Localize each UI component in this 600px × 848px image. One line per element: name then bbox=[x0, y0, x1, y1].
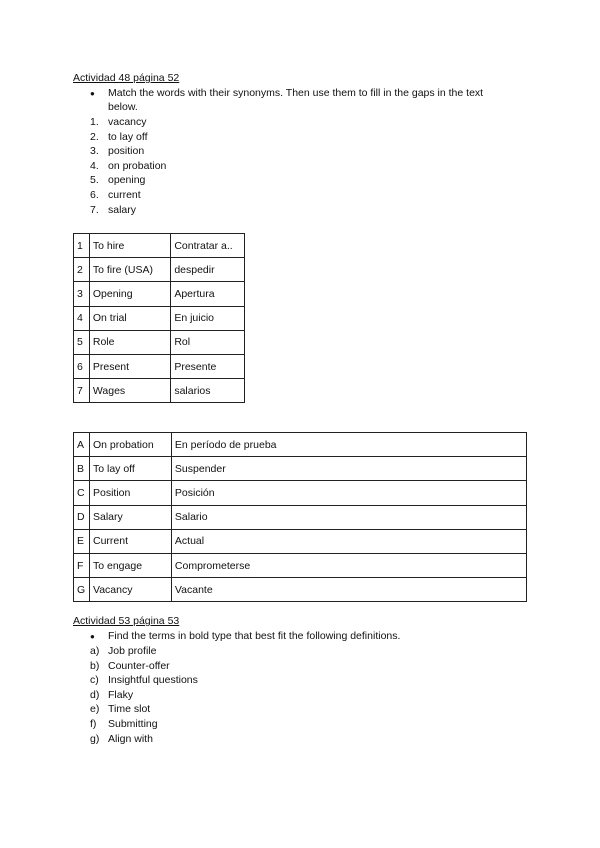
list-item: a) Job profile bbox=[90, 645, 157, 657]
list-item: 6. current bbox=[90, 189, 141, 201]
table-row: B To lay off Suspender bbox=[74, 457, 527, 481]
list-item: 2. to lay off bbox=[90, 131, 148, 143]
activity-48-heading: Actividad 48 página 52 bbox=[73, 72, 180, 84]
table-row: 7 Wages salarios bbox=[74, 379, 245, 403]
synonyms-table-1 bbox=[73, 233, 245, 403]
table-row: A On probation En período de prueba bbox=[74, 433, 527, 457]
table-row: F To engage Comprometerse bbox=[74, 553, 527, 577]
list-item: 5. opening bbox=[90, 174, 146, 186]
table-row: 6 Present Presente bbox=[74, 354, 245, 378]
table-row: 2 To fire (USA) despedir bbox=[74, 258, 245, 282]
table-row: 3 Opening Apertura bbox=[74, 282, 245, 306]
activity-53-instruction bbox=[90, 630, 530, 644]
list-item: c) Insightful questions bbox=[90, 674, 198, 686]
bullet-icon: ● bbox=[90, 632, 95, 641]
table-row: E Current Actual bbox=[74, 529, 527, 553]
list-item: 7. salary bbox=[90, 204, 137, 216]
activity-53-heading: Actividad 53 página 53 bbox=[73, 615, 180, 627]
list-item: e) Time slot bbox=[90, 703, 151, 715]
table-row: 5 Role Rol bbox=[74, 330, 245, 354]
list-item: 1. vacancy bbox=[90, 116, 147, 128]
instruction-line-1: Match the words with their synonyms. Then use them to fill in the gaps in the text bbox=[108, 87, 484, 99]
list-item: b) Counter-offer bbox=[90, 660, 170, 672]
table-row: 1 To hire Contratar a.. bbox=[74, 234, 245, 258]
list-item: g) Align with bbox=[90, 733, 153, 745]
table-row: G Vacancy Vacante bbox=[74, 578, 527, 602]
list-item: d) Flaky bbox=[90, 689, 134, 701]
list-item: 4. on probation bbox=[90, 160, 167, 172]
activity-48-instruction bbox=[90, 87, 530, 114]
instruction-line: Find the terms in bold type that best fit the following definitions. bbox=[108, 630, 401, 642]
table-row: 4 On trial En juicio bbox=[74, 306, 245, 330]
instruction-line-2: below. bbox=[108, 100, 138, 113]
list-item: f) Submitting bbox=[90, 718, 158, 730]
bullet-icon: ● bbox=[90, 89, 95, 98]
synonyms-table-2 bbox=[73, 432, 527, 602]
table-row: D Salary Salario bbox=[74, 505, 527, 529]
list-item: 3. position bbox=[90, 145, 145, 157]
table-row: C Position Posición bbox=[74, 481, 527, 505]
